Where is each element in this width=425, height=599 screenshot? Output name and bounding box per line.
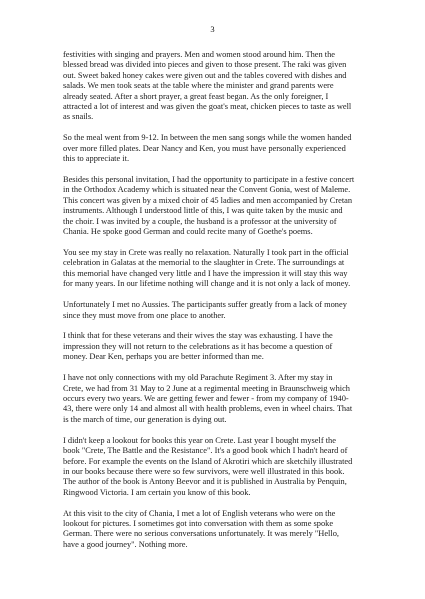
paragraph xyxy=(63,248,367,290)
text-line: Ringwood Victoria. I am certain you know of this book. xyxy=(63,487,251,497)
text-line: I think that for these veterans and their wives the stay was exhausting. I have the xyxy=(63,331,333,341)
text-line: Crete, we had from 31 May to 2 June at a regimental meeting in Braunschweig which xyxy=(63,383,350,393)
paragraph xyxy=(63,509,367,551)
text-line: salads. We men took seats at the table where the minister and grand parents were xyxy=(63,81,334,91)
text-line: book "Crete, The Battle and the Resistance". It's a good book which I hadn't heard of xyxy=(63,446,348,456)
text-line: for many years. In our lifetime nothing will change and it is not only a lack of money. xyxy=(63,279,351,289)
text-line: celebration in Galatas at the memorial to the slaughter in Crete. The surroundings at xyxy=(63,258,345,268)
text-line: Besides this personal invitation, I had the opportunity to participate in a festive concert xyxy=(63,175,355,185)
text-line: festivities with singing and prayers. Men and women stood around him. Then the xyxy=(63,50,335,59)
text-line: in our books because there were so few survivors, were well illustrated in this book. xyxy=(63,466,345,476)
text-line: The author of the book is Antony Beevor and it is published in Australia by Penquin, xyxy=(63,477,347,487)
text-line: lookout for pictures. I sometimes got into conversation with them as some spoke xyxy=(63,519,334,529)
text-line: money. Dear Ken, perhaps you are better informed than me. xyxy=(63,352,264,362)
paragraph xyxy=(63,373,367,425)
text-line: impression they will not return to the celebrations as it has become a question of xyxy=(63,341,333,351)
paragraph xyxy=(63,436,367,498)
text-line: already seated. After a short prayer, a great feast began. As the only foreigner, I xyxy=(63,91,329,101)
paragraph xyxy=(63,300,367,321)
text-line: At this visit to the city of Chania, I met a lot of English veterans who were on the xyxy=(63,508,336,518)
text-line: attracted a lot of interest and was given the goat's meat, chicken pieces to taste as well xyxy=(63,102,352,112)
text-line: I didn't keep a lookout for books this year on Crete. Last year I bought myself the xyxy=(63,435,336,445)
text-line: So the meal went from 9-12. In between the men sang songs while the women handed xyxy=(63,133,352,143)
text-line: out. Sweet baked honey cakes were given out and the tables covered with dishes and xyxy=(63,70,347,80)
text-line: This concert was given by a mixed choir of 45 ladies and men accompanied by Cretan xyxy=(63,195,353,205)
text-line: German. There were no serious conversations unfortunately. It was merely "Hello, xyxy=(63,529,339,539)
text-line: this to appreciate it. xyxy=(63,154,130,164)
text-line: instruments. Although I understood little of this, I was quite taken by the music and xyxy=(63,206,343,216)
text-line: blessed bread was divided into pieces and given to those present. The raki was given xyxy=(63,60,347,70)
text-line: Unfortunately I met no Aussies. The participants suffer greatly from a lack of money xyxy=(63,300,347,310)
paragraph xyxy=(63,133,367,164)
text-line: the choir. I was invited by a couple, the husband is a professor at the university of xyxy=(63,216,337,226)
page-number: 3 xyxy=(210,24,215,34)
paragraph xyxy=(63,331,367,362)
text-line: as snails. xyxy=(63,112,94,122)
text-line: occurs every two years. We are getting fewer and fewer - from my company of 1940- xyxy=(63,393,349,403)
paragraph xyxy=(63,175,367,237)
text-line: before. For example the events on the Island of Akrotiri which are sketchily illustrated xyxy=(63,456,353,466)
text-line: have a good journey". Nothing more. xyxy=(63,539,188,549)
text-line: since they must move from one place to another. xyxy=(63,310,226,320)
text-line: in the Orthodox Academy which is situated near the Convent Gonia, west of Maleme. xyxy=(63,185,351,195)
text-line: this memorial have changed very little and I have the impression it will stay this way xyxy=(63,268,348,278)
text-line: 43, there were only 14 and almost all with health problems, even in wheel chairs. That xyxy=(63,404,353,414)
text-line: Chania. He spoke good German and could recite many of Goethe's poems. xyxy=(63,227,313,237)
paragraph xyxy=(63,50,367,123)
letter-body xyxy=(63,50,367,561)
text-line: I have not only connections with my old Parachute Regiment 3. After my stay in xyxy=(63,373,333,383)
text-line: You see my stay in Crete was really no relaxation. Naturally I took part in the official xyxy=(63,248,349,257)
text-line: over more filled plates. Dear Nancy and Ken, you must have personally experienced xyxy=(63,143,346,153)
text-line: is the march of time, our generation is dying out. xyxy=(63,414,227,424)
